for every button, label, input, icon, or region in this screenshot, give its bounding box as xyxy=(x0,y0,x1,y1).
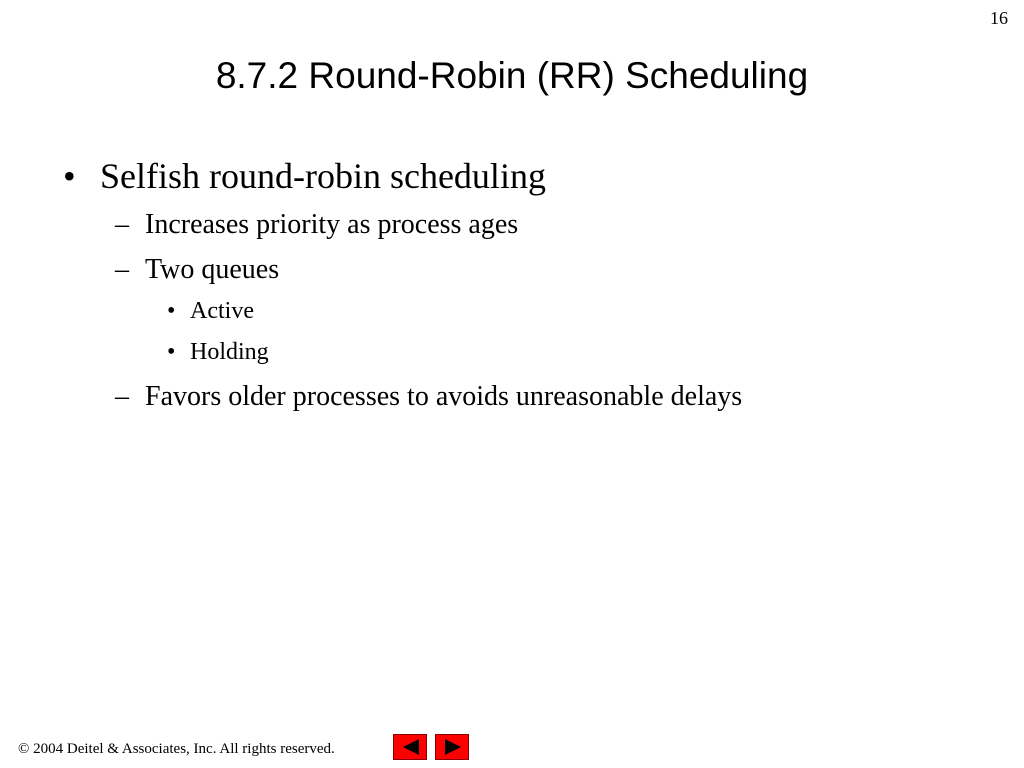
sub-item-text: Favors older processes to avoids unreasonable delays xyxy=(145,381,743,412)
sub-item-text: Two queues xyxy=(145,254,280,285)
sub-item-text: Increases priority as process ages xyxy=(145,209,519,240)
copyright-footer: © 2004 Deitel & Associates, Inc. All rights reserved. xyxy=(18,741,335,757)
bullet-text: Selfish round-robin scheduling xyxy=(100,156,546,196)
bullet-marker: • xyxy=(167,298,176,324)
sub-sub-item-text: Active xyxy=(190,298,254,324)
sub-sub-item-text: Holding xyxy=(190,339,269,365)
slide-title: 8.7.2 Round-Robin (RR) Scheduling xyxy=(215,55,809,96)
previous-slide-button[interactable] xyxy=(393,734,427,760)
bullet-marker: • xyxy=(167,339,176,365)
left-triangle-icon xyxy=(394,735,426,759)
dash-marker: – xyxy=(115,254,129,285)
dash-marker: – xyxy=(115,209,129,240)
right-triangle-icon xyxy=(436,735,468,759)
next-slide-button[interactable] xyxy=(435,734,469,760)
bullet-marker: • xyxy=(63,156,76,196)
slide-number: 16 xyxy=(990,8,1008,28)
dash-marker: – xyxy=(115,381,129,412)
